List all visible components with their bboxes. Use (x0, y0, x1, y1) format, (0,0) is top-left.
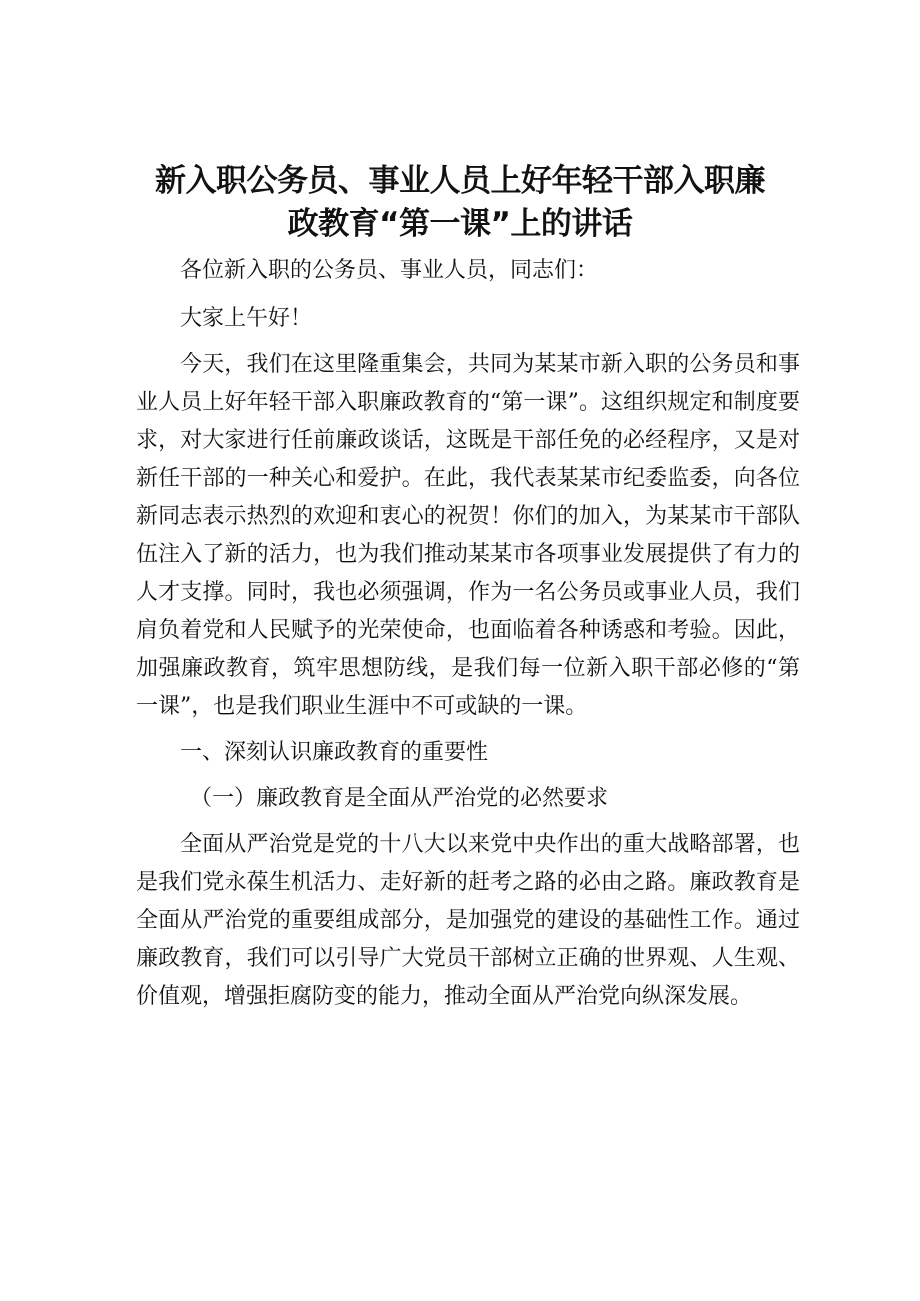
greeting: 大家上午好！ (180, 306, 313, 331)
subsection-heading: （一）廉政教育是全面从严治党的必然要求 (190, 786, 609, 811)
document-title (100, 160, 820, 246)
salutation: 各位新入职的公务员、事业人员，同志们： (180, 258, 599, 283)
title-line-1: 新入职公务员、事业人员上好年轻干部入职廉 (155, 163, 765, 199)
body-paragraph: 全面从严治党是党的十八大以来党中央作出的重大战略部署，也是我们党永葆生机活力、走好新的赶考之路的必由之路。廉政教育是全面从严治党的重要组成部分，是加强党的建设的基础性工作。通过廉政教育，我们可以引导广大党员干部树立正确的世界观、人生观、价值观，增强拒腐防变的能力，推动全面从严治党向纵深发展。 (136, 832, 800, 1009)
section-heading: 一、深刻认识廉政教育的重要性 (180, 740, 489, 765)
opening-paragraph: 今天，我们在这里隆重集会，共同为某某市新入职的公务员和事业人员上好年轻干部入职廉政教育的“第一课”。这组织规定和制度要求，对大家进行任前廉政谈话，这既是干部任免的必经程序，又是对新任干部的一种关心和爱护。在此，我代表某某市纪委监委，向各位新同志表示热烈的欢迎和衷心的祝贺！你们的加入，为某某市干部队伍注入了新的活力，也为我们推动某某市各项事业发展提供了有力的人才支撑。同时，我也必须强调，作为一名公务员或事业人员，我们肩负着党和人民赋予的光荣使命，也面临着各种诱惑和考验。因此，加强廉政教育，筑牢思想防线，是我们每一位新入职干部必修的“第一课”，也是我们职业生涯中不可或缺的一课。 (136, 352, 800, 719)
title-line-2: 政教育“第一课”上的讲话 (287, 206, 633, 242)
document-body (136, 252, 800, 1016)
